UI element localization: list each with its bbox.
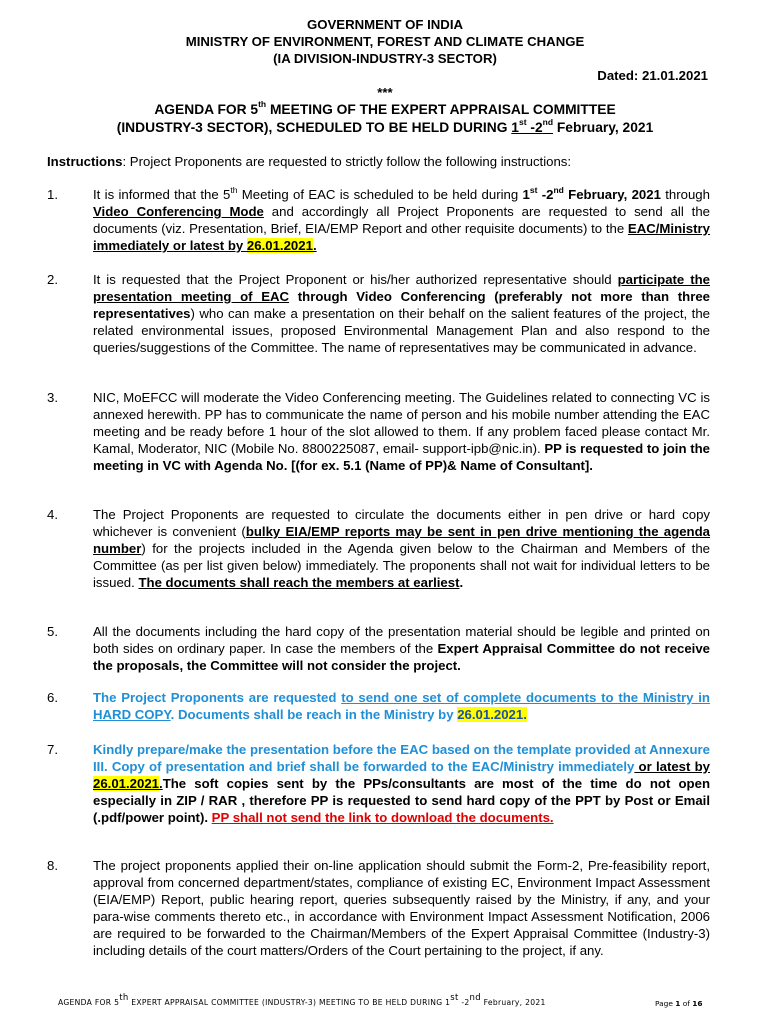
agenda-title-line1: AGENDA FOR 5th MEETING OF THE EXPERT APPRAISAL COMMITTEE (154, 99, 616, 117)
highlighted-date: 26.01.2021. (457, 707, 527, 722)
item-text: NIC, MoEFCC will moderate the Video Conferencing meeting. The Guidelines related to connecting VC is annexed herewith. PP has to communicate the name of person and his mobile number attending the EAC meeting and be ready before 1 hour of the slot allowed to them. If any problem faced please contact Mr. Kamal, Moderator, NIC (Mobile No. 8800225087, email- support-ipb@nic.in). PP is requested to join the meeting in VC with Agenda No. [(for ex. 5.1 (Name of PP)& Name of Consultant]. (93, 390, 711, 473)
agenda-title (0, 101, 770, 137)
header-division: (IA DIVISION-INDUSTRY-3 SECTOR) (273, 51, 497, 66)
item-number: 6. (47, 690, 58, 705)
highlighted-date: 26.01.2021 (246, 238, 313, 253)
item-text: All the documents including the hard copy of the presentation material should be legible and printed on both sides on ordinary paper. In case the members of the Expert Appraisal Committee do not receive the proposals, the Committee will not consider the project. (93, 624, 710, 673)
item-number: 7. (47, 742, 58, 757)
item-text: Kindly prepare/make the presentation before the EAC based on the template provided at Annexure III. Copy of presentation and brief shall be forwarded to the EAC/Ministry immediately or latest by 26.01.2021.The soft copies sent by the PPs/consultants are most of the time do not open especially in ZIP / RAR , therefore PP is requested to send hard copy of the PPT by Post or Email (.pdf/power point). PP shall not send the link to download the documents. (93, 742, 710, 825)
highlighted-date: 26.01.2021 (93, 776, 160, 791)
instructions-intro: Instructions: Project Proponents are requested to strictly follow the following instructions: (47, 154, 572, 169)
item-text: The project proponents applied their on-line application should submit the Form-2, Pre-feasibility report, approval from concerned department/states, compliance of existing EC, Environment Impact Assessment (EIA/EMP) Report, public hearing report, queries subsequently raised by the Ministry, if any, and your para-wise comments thereto etc., in accordance with Environment Impact Assessment Notification, 2006 are required to be forwarded to the Chairman/Members of the Expert Appraisal Committee (Industry-3) including details of the court matters/Orders of the Court pertaining to the project, if any. (93, 858, 710, 958)
header-government: GOVERNMENT OF INDIA (306, 17, 464, 32)
page-footer: AGENDA FOR 5th EXPERT APPRAISAL COMMITTEE (INDUSTRY-3) MEETING TO BE HELD DURING 1st -2nd February, 2021 (58, 993, 546, 1007)
item-text: It is informed that the 5th Meeting of EAC is scheduled to be held during 1st -2nd February, 2021 through Video Conferencing Mode and accordingly all Project Proponents are requested to send all the documents (viz. Presentation, Brief, EIA/EMP Report and other requisite documents) to the EAC/Ministry immediately or latest by 26.01.2021. (93, 184, 710, 253)
item-number: 4. (47, 507, 58, 522)
document-date: Dated: 21.01.2021 (597, 68, 708, 83)
warning-text: PP shall not send the link to download the documents. (211, 810, 554, 825)
item-number: 1. (47, 187, 58, 202)
page-number: Page 1 of 16 (655, 999, 703, 1008)
item-text: It is requested that the Project Proponent or his/her authorized representative should participate the presentation meeting of EAC through Video Conferencing (preferably not more than three representatives) who can make a presentation on their behalf on the salient features of the project, the related environmental issues, proposed Environmental Management Plan and also respond to the queries/suggestions of the Committee. The name of representatives may be communicated in advance. (93, 272, 711, 355)
agenda-title-line2: (INDUSTRY-3 SECTOR), SCHEDULED TO BE HELD DURING 1st -2nd February, 2021 (116, 117, 654, 135)
item-number: 3. (47, 390, 58, 405)
item-text: The Project Proponents are requested to circulate the documents either in pen drive or hard copy whichever is convenient (bulky EIA/EMP reports may be sent in pen drive mentioning the agenda number) for the projects included in the Agenda given below to the Chairman and Members of the Committee (as per list given below) immediately. The proponents shall not wait for individual letters to be issued. The documents shall reach the members at earliest. (93, 507, 710, 590)
header-ministry: MINISTRY OF ENVIRONMENT, FOREST AND CLIMATE CHANGE (185, 34, 585, 49)
item-number: 5. (47, 624, 58, 639)
item-number: 2. (47, 272, 58, 287)
separator-stars: *** (377, 85, 393, 100)
item-text: The Project Proponents are requested to send one set of complete documents to the Ministry in HARD COPY. Documents shall be reach in the Ministry by 26.01.2021. (93, 690, 710, 722)
item-number: 8. (47, 858, 58, 873)
